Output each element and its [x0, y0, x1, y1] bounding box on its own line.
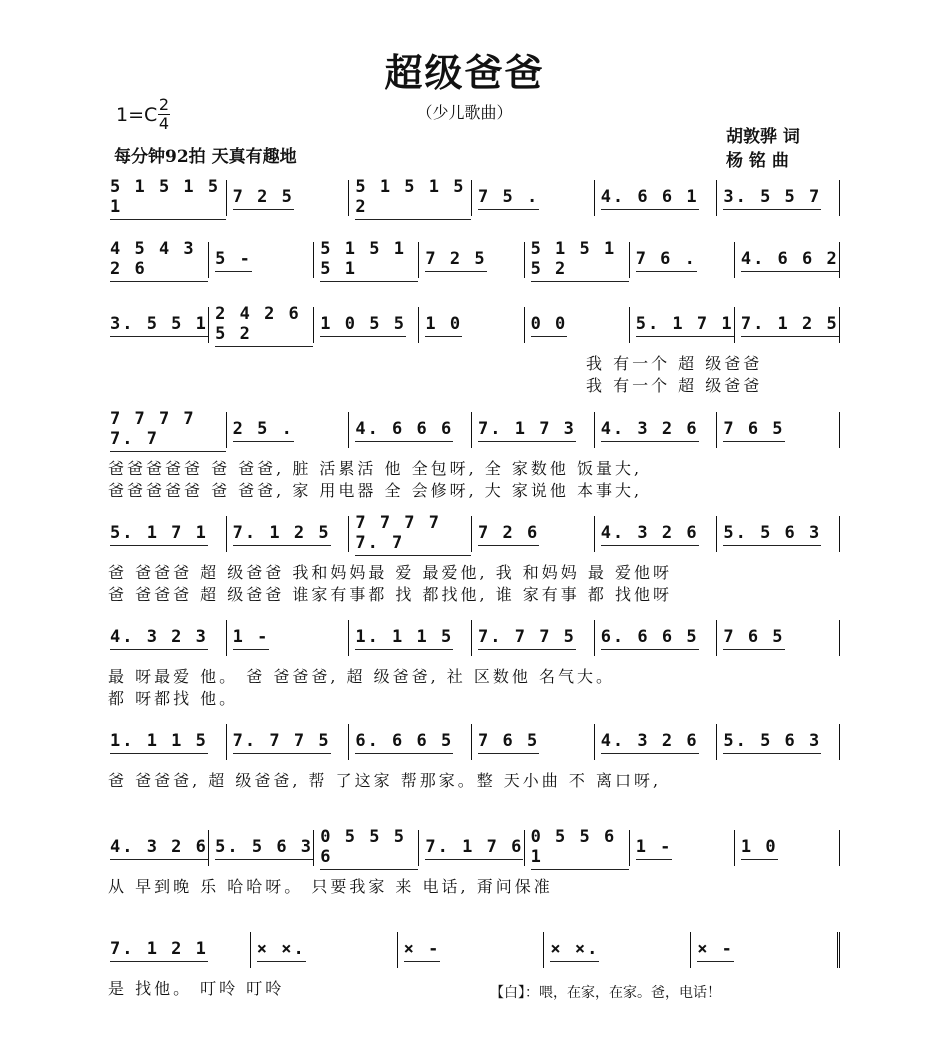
measure-notes: 5 1 5 1 5 2: [531, 239, 629, 282]
measure: [104, 932, 251, 968]
key-signature: 1=C: [116, 104, 158, 126]
measure: [630, 307, 735, 343]
measure-notes: 4 5 4 3 2 6: [110, 239, 208, 282]
staff-row: [104, 408, 840, 449]
measure: [209, 303, 314, 344]
time-signature-top: 2: [158, 95, 170, 114]
measure: [544, 932, 691, 968]
lyric-line: 我 有一个 超 级爸爸: [586, 376, 763, 395]
measure: [349, 412, 472, 448]
measure-notes: 5. 1 7 1: [636, 314, 734, 337]
tempo-marking: 每分钟92拍 天真有趣地: [114, 147, 297, 167]
measure-notes: 5 1 5 1 5 1: [320, 239, 418, 282]
time-signature: [158, 96, 170, 133]
staff-row: [104, 238, 840, 279]
measure: [717, 620, 840, 656]
measure-notes: 4. 6 6 1: [601, 187, 699, 210]
lyric-line: 爸 爸爸爸 超 级爸爸 我和妈妈最 爱 最爱他, 我 和妈妈 最 爱他呀: [108, 563, 672, 582]
measure: [525, 307, 630, 343]
measure-notes: 7. 1 7 3: [478, 419, 576, 442]
measure-notes: 7. 1 7 6: [425, 837, 523, 860]
measure-notes: 7 2 5: [425, 249, 486, 272]
measure-notes: 5. 5 6 3: [723, 731, 821, 754]
measure: [251, 932, 398, 968]
measure: [349, 176, 472, 217]
lyric-line: 都 呀都找 他。: [108, 689, 239, 708]
measure: [314, 307, 419, 343]
measure: [472, 180, 595, 216]
measure-notes: 1 0: [425, 314, 462, 337]
measure: [104, 620, 227, 656]
measure: [735, 242, 840, 278]
measure: [349, 512, 472, 553]
measure: [104, 724, 227, 760]
measure-notes: 7. 1 2 5: [741, 314, 839, 337]
measure: [595, 620, 718, 656]
measure-notes: 4. 3 2 6: [110, 837, 208, 860]
measure: [104, 830, 209, 866]
measure: [104, 408, 227, 449]
staff-row: [104, 303, 840, 344]
measure-notes: 4. 3 2 6: [601, 731, 699, 754]
staff-row: [104, 176, 840, 217]
staff-row: [104, 512, 840, 553]
measure: [419, 242, 524, 278]
measure: [419, 830, 524, 866]
measure-notes: 7 6 5: [723, 627, 784, 650]
measure-notes: 4. 3 2 3: [110, 627, 208, 650]
measure-notes: 7 7 7 7 7. 7: [110, 409, 226, 452]
measure: [472, 412, 595, 448]
measure-notes: × -: [697, 939, 734, 962]
measure-notes: 7 6 5: [478, 731, 539, 754]
measure: [630, 242, 735, 278]
measure: [595, 412, 718, 448]
measure-notes: 4. 3 2 6: [601, 419, 699, 442]
measure-notes: 4. 3 2 6: [601, 523, 699, 546]
song-subtitle: （少儿歌曲）: [416, 103, 513, 122]
measure-notes: 1. 1 1 5: [355, 627, 453, 650]
measure-notes: 5 -: [215, 249, 252, 272]
measure-notes: 3. 5 5 7: [723, 187, 821, 210]
measure-notes: 4. 6 6 6: [355, 419, 453, 442]
measure-notes: 1. 1 1 5: [110, 731, 208, 754]
lyric-line: 最 呀最爱 他。 爸 爸爸爸, 超 级爸爸, 社 区数他 名气大。: [108, 667, 615, 686]
measure: [717, 180, 840, 216]
measure: [595, 516, 718, 552]
measure-notes: × -: [404, 939, 441, 962]
measure: [472, 620, 595, 656]
measure: [227, 620, 350, 656]
measure-notes: 6. 6 6 5: [355, 731, 453, 754]
song-title: 超级爸爸: [384, 50, 545, 95]
measure-notes: 3. 5 5 1: [110, 314, 208, 337]
measure-notes: 0 5 5 6 1: [531, 827, 629, 870]
measure-notes: 1 -: [233, 627, 270, 650]
measure-notes: × ×.: [257, 939, 306, 962]
measure: [595, 724, 718, 760]
measure-notes: 7. 7 7 5: [478, 627, 576, 650]
spoken-note: 【白】：喂，在家，在家。爸，电话！: [490, 985, 721, 1001]
measure-notes: 7 5 .: [478, 187, 539, 210]
measure-notes: 5. 5 6 3: [215, 837, 313, 860]
measure-notes: 2 5 .: [233, 419, 294, 442]
measure-notes: 1 -: [636, 837, 673, 860]
measure: [209, 830, 314, 866]
measure: [525, 826, 630, 867]
measure-notes: 1 0 5 5: [320, 314, 406, 337]
measure-notes: 0 5 5 5 6: [320, 827, 418, 870]
measure: [630, 830, 735, 866]
staff-row: [104, 932, 840, 968]
measure-notes: 4. 6 6 2: [741, 249, 839, 272]
measure: [472, 516, 595, 552]
lyricist-credit: 胡敦骅 词: [726, 127, 800, 147]
measure: [735, 830, 840, 866]
measure-notes: 1 0: [741, 837, 778, 860]
measure: [314, 826, 419, 867]
lyric-line: 爸 爸爸爸, 超 级爸爸, 帮 了这家 帮那家。整 天小曲 不 离口呀,: [108, 771, 662, 790]
lyric-line: 爸 爸爸爸 超 级爸爸 谁家有事都 找 都找他, 谁 家有事 都 找他呀: [108, 585, 672, 604]
measure-notes: 7 2 6: [478, 523, 539, 546]
measure: [314, 238, 419, 279]
measure-notes: 5. 1 7 1: [110, 523, 208, 546]
measure: [472, 724, 595, 760]
composer-credit: 杨 铭 曲: [726, 151, 789, 171]
measure-notes: 7. 1 2 1: [110, 939, 208, 962]
measure: [104, 516, 227, 552]
measure-notes: 7 7 7 7 7. 7: [355, 513, 471, 556]
lyric-line: 我 有一个 超 级爸爸: [586, 354, 763, 373]
measure: [104, 176, 227, 217]
measure: [227, 516, 350, 552]
measure: [104, 238, 209, 279]
measure: [419, 307, 524, 343]
measure-notes: 7 2 5: [233, 187, 294, 210]
measure-notes: 5 1 5 1 5 1: [110, 177, 226, 220]
time-signature-bottom: 4: [158, 114, 170, 133]
measure: [227, 180, 350, 216]
lyric-line: 是 找他。 叮呤 叮呤: [108, 979, 285, 998]
measure: [104, 307, 209, 343]
measure-notes: 5 1 5 1 5 2: [355, 177, 471, 220]
lyric-line: 爸爸爸爸爸 爸 爸爸, 家 用电器 全 会修呀, 大 家说他 本事大,: [108, 481, 643, 500]
measure-notes: 7 6 .: [636, 249, 697, 272]
measure-notes: 7. 7 7 5: [233, 731, 331, 754]
measure-notes: 0 0: [531, 314, 568, 337]
staff-row: [104, 620, 840, 656]
measure: [525, 238, 630, 279]
measure: [398, 932, 545, 968]
measure-notes: 7. 1 2 5: [233, 523, 331, 546]
measure: [349, 724, 472, 760]
staff-row: [104, 724, 840, 760]
lyric-line: 爸爸爸爸爸 爸 爸爸, 脏 活累活 他 全包呀, 全 家数他 饭量大,: [108, 459, 643, 478]
measure-notes: × ×.: [550, 939, 599, 962]
measure-notes: 5. 5 6 3: [723, 523, 821, 546]
measure-notes: 7 6 5: [723, 419, 784, 442]
measure: [227, 724, 350, 760]
measure: [227, 412, 350, 448]
measure: [735, 307, 840, 343]
measure: [595, 180, 718, 216]
measure-notes: 2 4 2 6 5 2: [215, 304, 313, 347]
measure: [717, 412, 840, 448]
measure: [691, 932, 840, 968]
lyric-line: 从 早到晚 乐 哈哈呀。 只要我家 来 电话, 甭问保准: [108, 877, 553, 896]
measure-notes: 6. 6 6 5: [601, 627, 699, 650]
measure: [349, 620, 472, 656]
staff-row: [104, 826, 840, 867]
measure: [717, 724, 840, 760]
measure: [717, 516, 840, 552]
measure: [209, 242, 314, 278]
